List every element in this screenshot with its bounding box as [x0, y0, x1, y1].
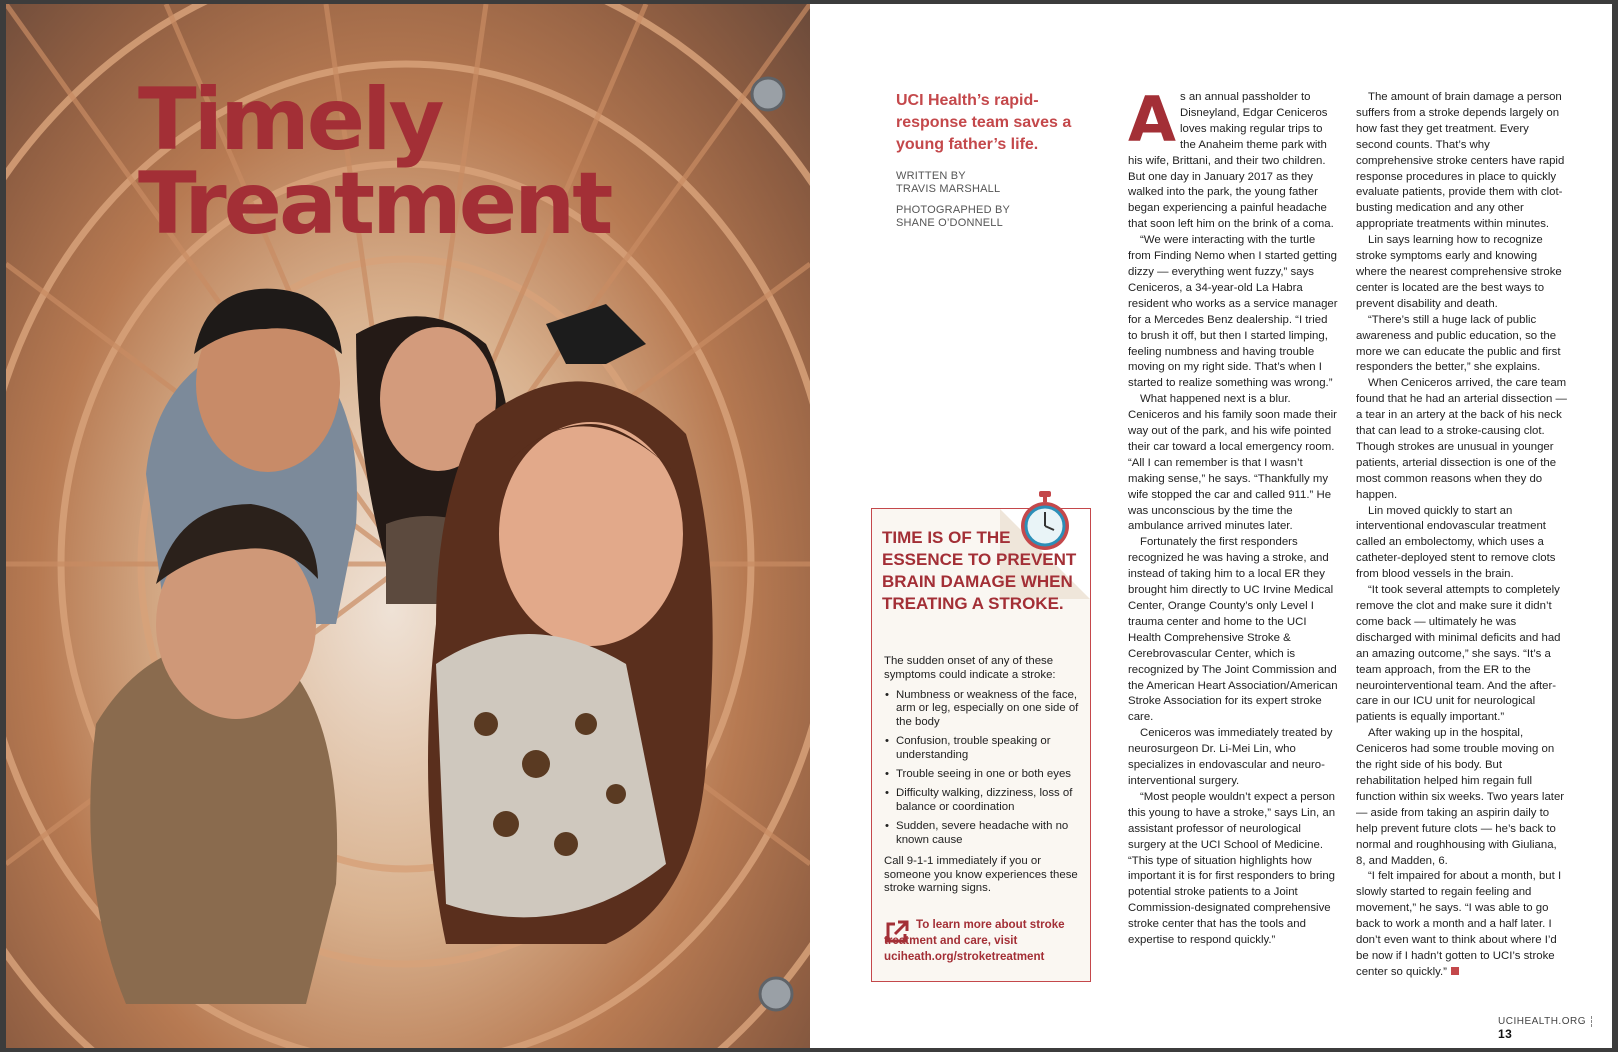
symptom-text: Sudden, severe headache with no known cause: [896, 820, 1069, 846]
family-photo: [6, 4, 810, 1048]
list-item: [884, 820, 1080, 847]
symptom-list: [884, 689, 1080, 853]
article-paragraph: “It took several attempts to completely remove the clot and make sure it didn’t come back — ultimately he was discharged with minimal deficits and had an amazing outcome,” she says. “It’s a team approach, from the ER to the neurointerventional team. And the after-care in our ICU unit for neurological patients is equally important.”: [1356, 584, 1561, 724]
headline-line-2: Treatment: [138, 154, 611, 255]
article-column-1: [1128, 83, 1340, 949]
list-item: [884, 768, 1080, 781]
article-paragraph: What happened next is a blur. Ceniceros and his family soon made their way out of the park, and his wife pointed their car toward a local emergency room. “All I can remember is that I wasn’t making sense,” he says. “Thankfully my wife stopped the car and called 911.” He was unconscious by the time the ambulance arrived minutes later.: [1128, 393, 1337, 533]
sidebar-heading: TIME IS OF THE ESSENCE TO PREVENT BRAIN DAMAGE WHEN TREATING A STROKE.: [882, 528, 1077, 613]
bullet: •: [885, 768, 889, 781]
deck: UCI Health’s rapid-response team saves a young father’s life.: [896, 92, 1072, 153]
writer-credit: [896, 170, 1000, 196]
end-mark: [1451, 967, 1459, 975]
bullet: •: [885, 735, 889, 748]
article-paragraph: Fortunately the first responders recognized he was having a stroke, and instead of taking him to a local ER they brought him directly to UC Irvine Medical Center, Orange County’s only Level I trauma center and home to the UCI Health Comprehensive Stroke & Cerebrovascular Center, which is recognized by The Joint Commission and the American Heart Association/American Stroke Association for its expert stroke care.: [1128, 536, 1338, 724]
page-number: 13: [1498, 1027, 1513, 1042]
bullet: •: [885, 820, 889, 833]
stroke-sidebar: [871, 508, 1091, 982]
stopwatch-icon: [1016, 490, 1074, 552]
list-item: [884, 787, 1080, 814]
magazine-spread: [6, 4, 1612, 1048]
symptom-text: Confusion, trouble speaking or understanding: [896, 735, 1051, 761]
article-paragraph: “There’s still a huge lack of public awareness and public education, so the more we can educate the public and first responders the better,” she explains.: [1356, 313, 1561, 374]
article-paragraph: [1128, 83, 1340, 233]
bullet: •: [885, 689, 889, 701]
list-item: [884, 735, 1080, 762]
learn-more-link[interactable]: To learn more about stroke treatment and care, visit uciheath.org/stroketreatment: [884, 918, 1065, 963]
symptom-text: Difficulty walking, dizziness, loss of balance or coordination: [896, 787, 1073, 813]
symptom-text: Numbness or weakness of the face, arm or leg, especially on one side of the body: [896, 689, 1079, 728]
article-paragraph: Lin says learning how to recognize stroke symptoms early and knowing where the nearest comprehensive stroke center is located are the best ways to prevent disability and death.: [1356, 234, 1562, 310]
site-url: UCIHEALTH.ORG: [1498, 1016, 1586, 1028]
bullet: •: [885, 787, 889, 800]
symptom-text: Trouble seeing in one or both eyes: [896, 768, 1071, 781]
article-paragraph: “Most people wouldn’t expect a person this young to have a stroke,” says Lin, an assistant professor of neurological surgery at the UCI School of Medicine. “This type of situation highlights how important it is for first responders to bring potential stroke patients to a Joint Commission-designated comprehensive stroke center that has the tools and expertise to respond quickly.”: [1128, 790, 1336, 947]
photographer-name: SHANE O’DONNELL: [896, 217, 1003, 229]
boy-figure: [90, 504, 337, 1004]
written-by-label: WRITTEN BY: [896, 170, 966, 182]
article-paragraph: Lin moved quickly to start an interventional endovascular treatment called an embolectomy, which uses a catheter-deployed stent to remove clots from blood vessels in the brain.: [1356, 504, 1556, 581]
page-folio: [1498, 1016, 1612, 1041]
article-paragraph: [1356, 869, 1568, 980]
photographed-by-label: PHOTOGRAPHED BY: [896, 204, 1011, 216]
writer-name: TRAVIS MARSHALL: [896, 183, 1001, 195]
article-paragraph: Ceniceros was immediately treated by neurosurgeon Dr. Li-Mei Lin, who specializes in endovascular and neuro-interventional surgery.: [1128, 727, 1333, 787]
sidebar-intro: The sudden onset of any of these symptoms could indicate a stroke:: [884, 655, 1056, 681]
article-paragraph: The amount of brain damage a person suffers from a stroke depends largely on how fast they get treatment. Every second counts. That’s why comprehensive stroke centers have rapid response procedures in place to quickly evaluate patients, provide them with clot-busting medication and any other appropriate treatments within minutes.: [1356, 91, 1565, 231]
article-paragraph: After waking up in the hospital, Ceniceros had some trouble moving on the right side of his body. But rehabilitation helped him regain full function within six weeks. Two years later — aside from taking an aspirin daily to help prevent future clots — he’s back to normal and roughhousing with Giuliana, 8, and Madden, 6.: [1356, 727, 1565, 867]
folio-divider: [1591, 1016, 1593, 1027]
paragraph-text: “I felt impaired for about a month, but I slowly started to regain feeling and movement,” he says. “I was able to go back to work a month and a half later. I don’t even want to think about where I’d be now if I hadn’t gotten to UCI’s stroke center so quickly.”: [1356, 870, 1562, 978]
article-paragraph: When Ceniceros arrived, the care team found that he had an arterial dissection — a tear in an artery at the back of his neck that can lead to a stroke-causing clot. Though strokes are unusual in younger patients, arterial dissection is one of the most common reasons when they do happen.: [1356, 377, 1567, 501]
drop-cap: A: [1128, 83, 1176, 156]
article-paragraph: “We were interacting with the turtle from Finding Nemo when I started getting dizzy — everything went fuzzy,” says Ceniceros, a 34-year-old La Habra resident who works as a service manager for a Mercedes Benz dealership. “I tried to brush it off, but then I started limping, feeling numbness and having trouble moving on my right side. That’s when I started to realize something was wrong.”: [1128, 234, 1338, 390]
call-911-callout: Call 9-1-1 immediately if you or someone you know experiences these stroke warning signs.: [884, 855, 1078, 895]
headline: [138, 70, 611, 255]
headline-line-1: Timely: [138, 70, 442, 170]
list-item: [884, 689, 1080, 729]
paragraph-text: s an annual passholder to Disneyland, Edgar Ceniceros loves making regular trips to the Anaheim theme park with his wife, Brittani, and their two children. But one day in January 2017 as they walked into the park, the young father began experiencing a painful headache that soon left him on the brink of a coma.: [1128, 91, 1334, 231]
article-column-2: [1356, 90, 1568, 981]
photographer-credit: [896, 204, 1010, 230]
